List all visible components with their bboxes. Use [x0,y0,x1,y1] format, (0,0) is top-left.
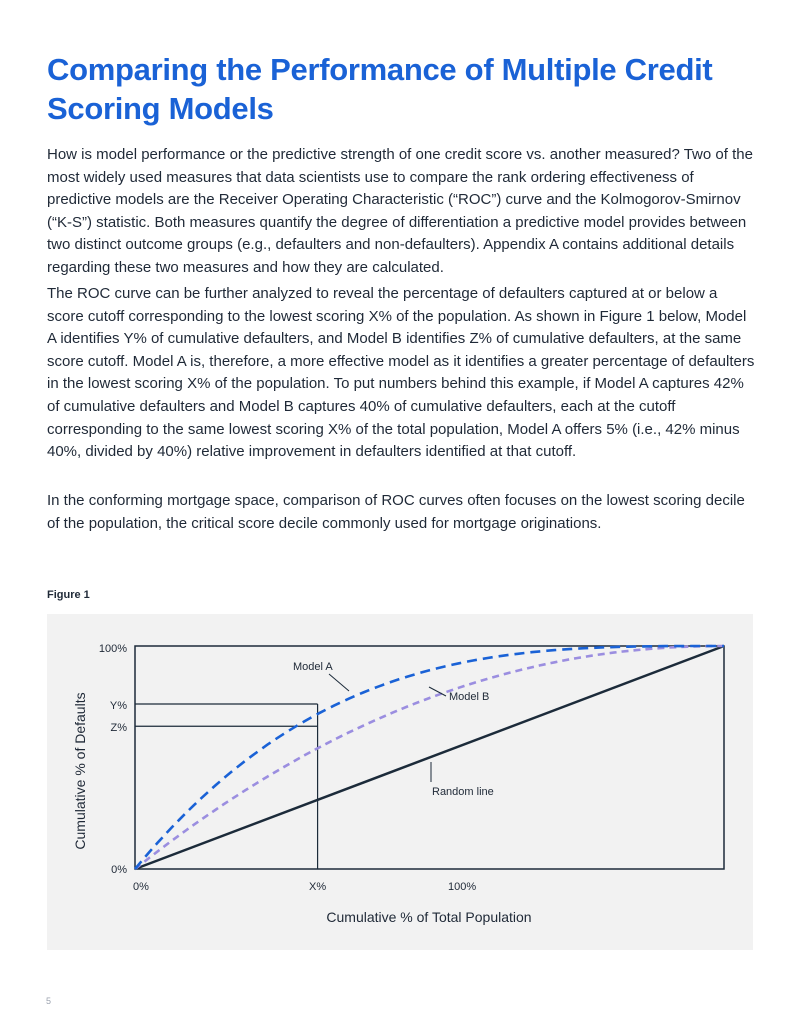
x-axis-title: Cumulative % of Total Population [326,909,532,925]
figure-1-panel [47,614,753,950]
model-a-leader [329,674,349,691]
y-axis-title: Cumulative % of Defaults [72,692,88,850]
random-line-label: Random line [432,786,494,798]
x-tick-0: 0% [133,881,149,893]
intro-paragraph: How is model performance or the predictive strength of one credit score vs. another measured? Two of the most widely used measures that data scientists use to compare the rank ordering effectiveness of predictive models are the Receiver Operating Characteristic (“ROC”) curve and the Kolmogorov-Smirnov (“K-S”) statistic. Both measures quantify the degree of differentiation a predictive model provides between two distinct outcome groups (e.g., defaulters and non-defaulters). Appendix A contains additional details regarding these two measures and how they are calculated. [47,146,753,276]
y-tick-0: 0% [111,864,127,876]
x-tick-x: X% [309,881,327,893]
y-tick-100: 100% [98,643,127,655]
model-a-label: Model A [293,661,333,673]
y-tick-z: Z% [110,722,127,734]
y-tick-y: Y% [109,700,127,712]
mortgage-paragraph: In the conforming mortgage space, comparison of ROC curves often focuses on the lowest scoring decile of the population, the critical score decile commonly used for mortgage originations. [47,492,745,532]
roc-paragraph: The ROC curve can be further analyzed to reveal the percentage of defaulters captured at or below a score cutoff corresponding to the lowest scoring X% of the population. As shown in Figure 1 below, Model A identifies Y% of cumulative defaulters, and Model B identifies Z% of cumulative defaulters, at the same score cutoff. Model A is, therefore, a more effective model as it identifies a greater percentage of defaulters in the lowest scoring X% of the population. To put numbers behind this example, if Model A captures 42% of cumulative defaulters and Model B captures 40% of cumulative defaulters, each at the cutoff corresponding to the same lowest scoring X% of the total population, Model A offers 5% (i.e., 42% minus 40%, divided by 40%) relative improvement in defaulters identified at that cutoff. [47,285,755,461]
series-random-line [135,646,724,869]
page-number: 5 [46,996,52,1006]
roc-chart [47,614,753,950]
x-tick-100: 100% [448,881,477,893]
model-b-label: Model B [449,691,490,703]
page-title: Comparing the Performance of Multiple Credit Scoring Models [47,52,713,126]
figure-label: Figure 1 [47,589,90,601]
